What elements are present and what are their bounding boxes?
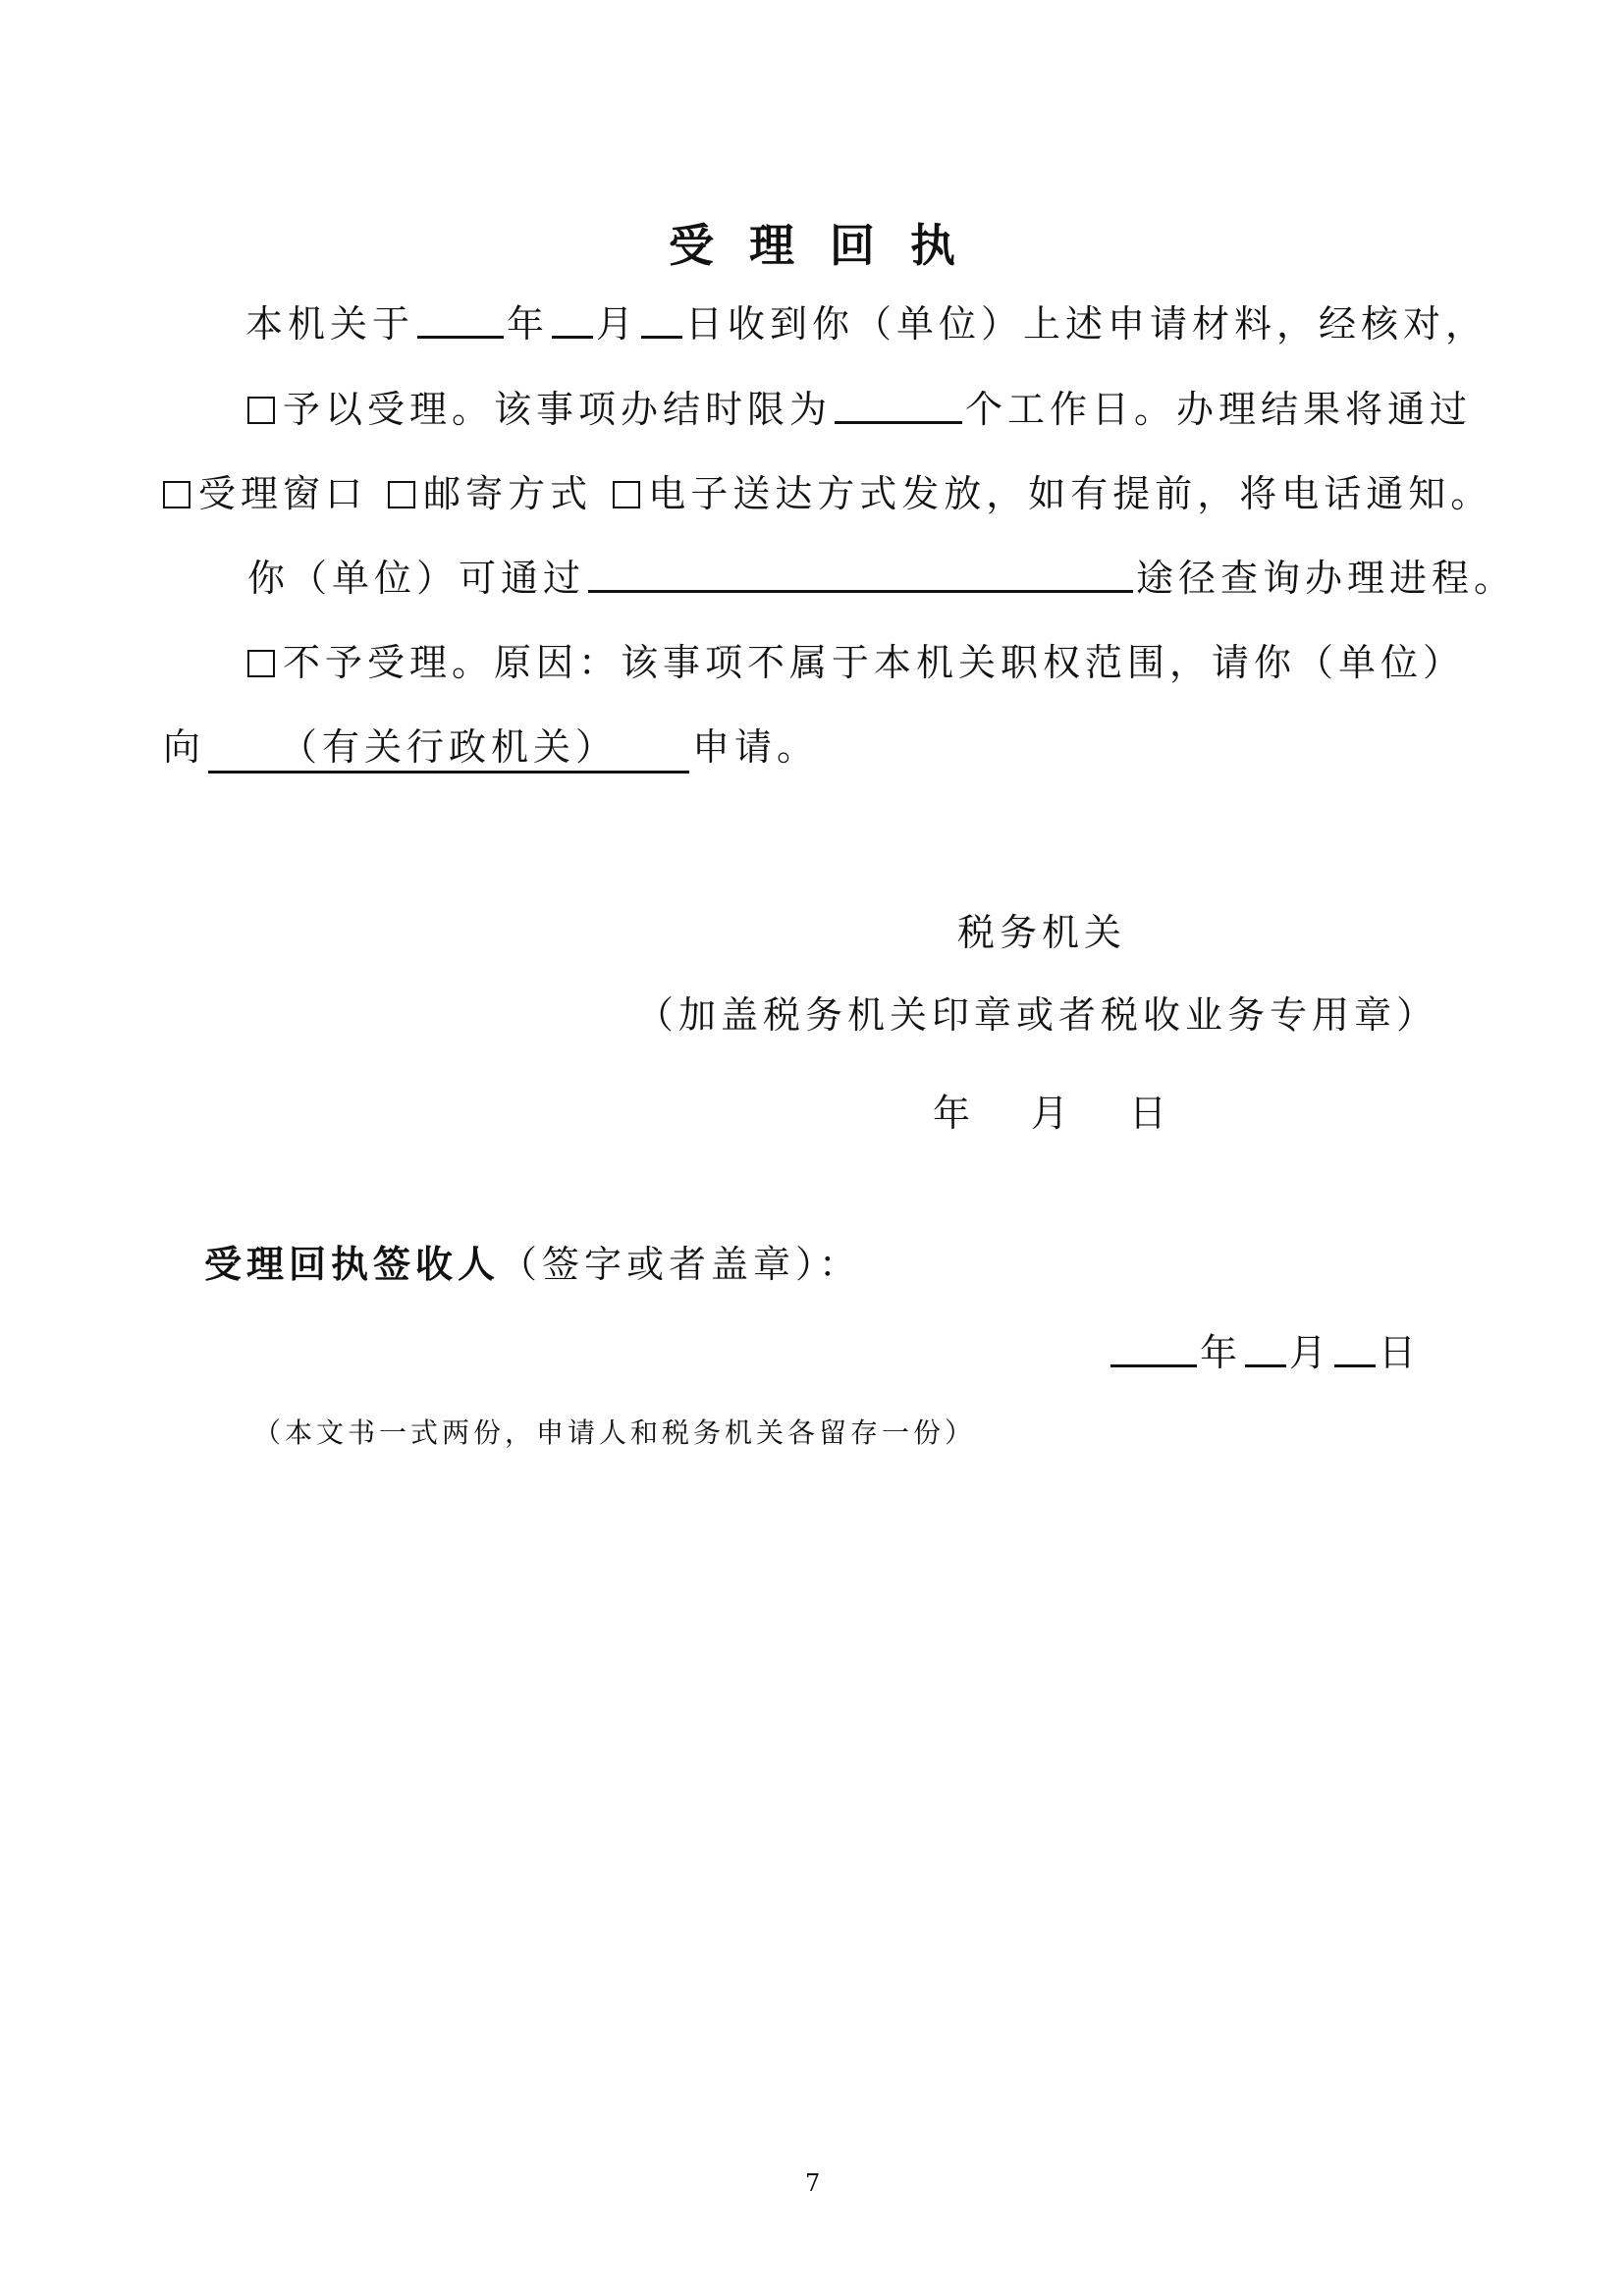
month-label: 月 [596,302,639,346]
receiver-date-line [1108,1329,1421,1376]
reject-checkbox[interactable] [247,650,275,677]
receiver-month-label: 月 [1289,1331,1332,1374]
receiver-day-field[interactable] [1334,1333,1376,1367]
receiver-month-field[interactable] [1245,1333,1286,1367]
window-checkbox[interactable] [163,481,190,508]
receiver-year-label: 年 [1200,1331,1243,1374]
receiver-day-label: 日 [1379,1331,1422,1374]
mail-option-label: 邮寄方式 [423,472,593,515]
receiver-year-field[interactable] [1110,1333,1197,1367]
mail-checkbox[interactable] [388,481,415,508]
page-number: 7 [805,2169,821,2197]
receiver-label: 受理回执签收人 [204,1243,501,1286]
footnote: （本文书一式两份，申请人和税务机关各留存一份） [253,1416,977,1449]
redirect-prefix: 向 [163,725,206,769]
query-line [247,555,1516,602]
receiver-line [204,1241,861,1288]
issuer-date: 年 月 日 [933,1092,1179,1135]
agency-field[interactable]: （有关行政机关） [208,723,689,774]
accept-checkbox[interactable] [247,397,275,424]
reject-label: 不予受理。原因：该事项不属于本机关职权范围，请你（单位） [283,641,1466,684]
redirect-suffix: 申请。 [692,725,820,769]
year-blank-field[interactable] [417,304,504,339]
reject-line [247,639,1465,686]
receiver-note: （签字或者盖章）： [500,1243,862,1286]
accept-label: 予以受理。该事项办结时限为 [283,388,833,431]
days-suffix: 个工作日。办理结果将通过 [965,388,1473,431]
month-blank-field[interactable] [552,304,593,339]
received-date-line [245,300,1488,347]
days-blank-field[interactable] [835,390,962,424]
day-blank-field[interactable] [641,304,682,339]
document-title: 受理回执 [669,219,991,272]
query-channel-field[interactable] [588,559,1133,593]
accept-line [247,386,1472,433]
issuer-name: 税务机关 [957,911,1127,954]
window-option-label: 受理窗口 [198,472,368,515]
received-suffix: 日收到你（单位）上述申请材料，经核对， [685,302,1489,346]
redirect-line [163,723,819,774]
seal-note: （加盖税务机关印章或者税收业务专用章） [636,993,1439,1037]
query-prefix: 你（单位）可通过 [247,557,586,600]
received-prefix: 本机关于 [245,302,415,346]
year-label: 年 [507,302,550,346]
delivery-options-line [163,470,1492,517]
electronic-option-label: 电子送达方式发放，如有提前，将电话通知。 [648,472,1493,515]
query-suffix: 途径查询办理进程。 [1136,557,1517,600]
electronic-checkbox[interactable] [613,481,640,508]
